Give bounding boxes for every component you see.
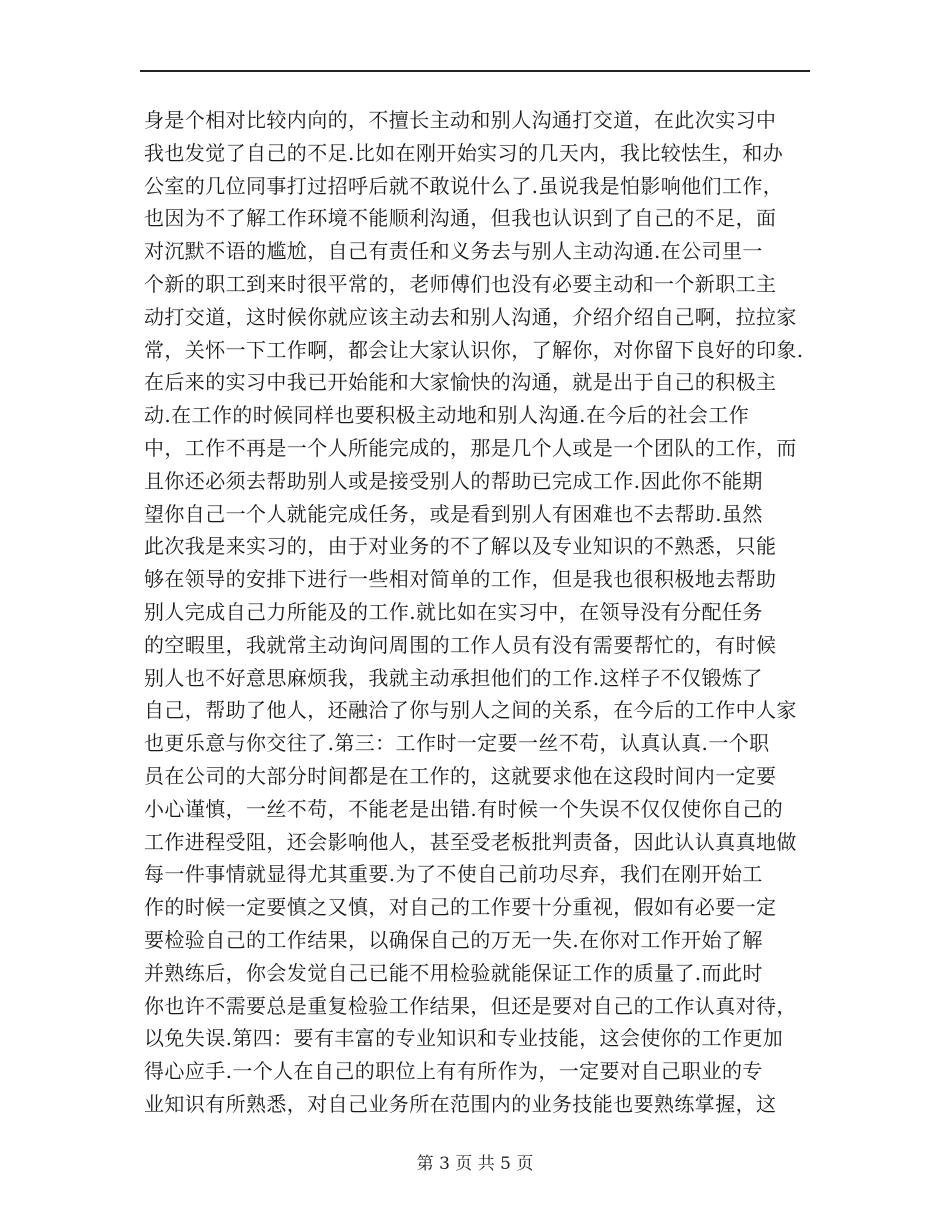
- text-line: 小心谨慎，一丝不苟，不能老是出错.有时候一个失误不仅仅使你自己的: [144, 796, 784, 821]
- text-line: 你也许不需要总是重复检验工作结果，但还是要对自己的工作认真对待，: [144, 993, 797, 1018]
- text-line: 望你自己一个人就能完成任务，或是看到别人有困难也不去帮助.虽然: [144, 501, 763, 526]
- text-line: 此次我是来实习的，由于对业务的不了解以及专业知识的不熟悉，只能: [144, 534, 777, 559]
- text-line: 别人完成自己力所能及的工作.就比如在实习中，在领导没有分配任务: [144, 599, 763, 624]
- text-line: 工作进程受阻，还会影响他人，甚至受老板批判责备，因此认认真真地做: [144, 829, 797, 854]
- text-line: 作的时候一定要慎之又慎，对自己的工作要十分重视，假如有必要一定: [144, 895, 777, 920]
- text-line: 在后来的实习中我已开始能和大家愉快的沟通，就是出于自己的积极主: [144, 370, 777, 395]
- text-line: 中，工作不再是一个人所能完成的，那是几个人或是一个团队的工作，而: [144, 435, 797, 460]
- text-line: 动打交道，这时候你就应该主动去和别人沟通，介绍介绍自己啊，拉拉家: [144, 304, 797, 329]
- page-number-footer: 第 3 页 共 5 页: [416, 1154, 534, 1174]
- text-line: 个新的职工到来时很平常的，老师傅们也没有必要主动和一个新职工主: [144, 271, 777, 296]
- text-line: 且你还必须去帮助别人或是接受别人的帮助已完成工作.因此你不能期: [144, 468, 763, 493]
- text-line: 别人也不好意思麻烦我，我就主动承担他们的工作.这样子不仅锻炼了: [144, 665, 763, 690]
- header-rule: [140, 70, 810, 72]
- text-line: 我也发觉了自己的不足.比如在刚开始实习的几天内，我比较怯生，和办: [144, 140, 784, 165]
- text-line: 得心应手.一个人在自己的职位上有有所作为，一定要对自己职业的专: [144, 1059, 763, 1084]
- text-line: 动.在工作的时候同样也要积极主动地和别人沟通.在今后的社会工作: [144, 403, 750, 428]
- text-line: 公室的几位同事打过招呼后就不敢说什么了.虽说我是怕影响他们工作，: [144, 173, 784, 198]
- text-line: 的空暇里，我就常主动询问周围的工作人员有没有需要帮忙的，有时候: [144, 632, 777, 657]
- text-line: 要检验自己的工作结果，以确保自己的万无一失.在你对工作开始了解: [144, 927, 763, 952]
- text-line: 身是个相对比较内向的，不擅长主动和别人沟通打交道，在此次实习中: [144, 108, 777, 132]
- text-line: 也更乐意与你交往了.第三：工作时一定要一丝不苟，认真认真.一个职: [144, 731, 770, 756]
- body-text: [144, 104, 804, 1121]
- text-line: 员在公司的大部分时间都是在工作的，这就要求他在这段时间内一定要: [144, 763, 777, 788]
- text-line: 常，关怀一下工作啊，都会让大家认识你，了解你，对你留下良好的印象.: [144, 337, 804, 362]
- text-line: 自己，帮助了他人，还融洽了你与别人之间的关系，在今后的工作中人家: [144, 698, 797, 723]
- text-line: 并熟练后，你会发觉自己已能不用检验就能保证工作的质量了.而此时: [144, 960, 763, 985]
- text-line: 业知识有所熟悉，对自己业务所在范围内的业务技能也要熟练掌握，这: [144, 1091, 777, 1116]
- text-line: 对沉默不语的尴尬，自己有责任和义务去与别人主动沟通.在公司里一: [144, 239, 763, 264]
- text-line: 也因为不了解工作环境不能顺利沟通，但我也认识到了自己的不足，面: [144, 206, 777, 231]
- text-line: 每一件事情就显得尤其重要.为了不使自己前功尽弃，我们在刚开始工: [144, 862, 763, 887]
- text-line: 够在领导的安排下进行一些相对简单的工作，但是我也很积极地去帮助: [144, 567, 777, 592]
- text-line: 以免失误.第四：要有丰富的专业知识和专业技能，这会使你的工作更加: [144, 1026, 784, 1051]
